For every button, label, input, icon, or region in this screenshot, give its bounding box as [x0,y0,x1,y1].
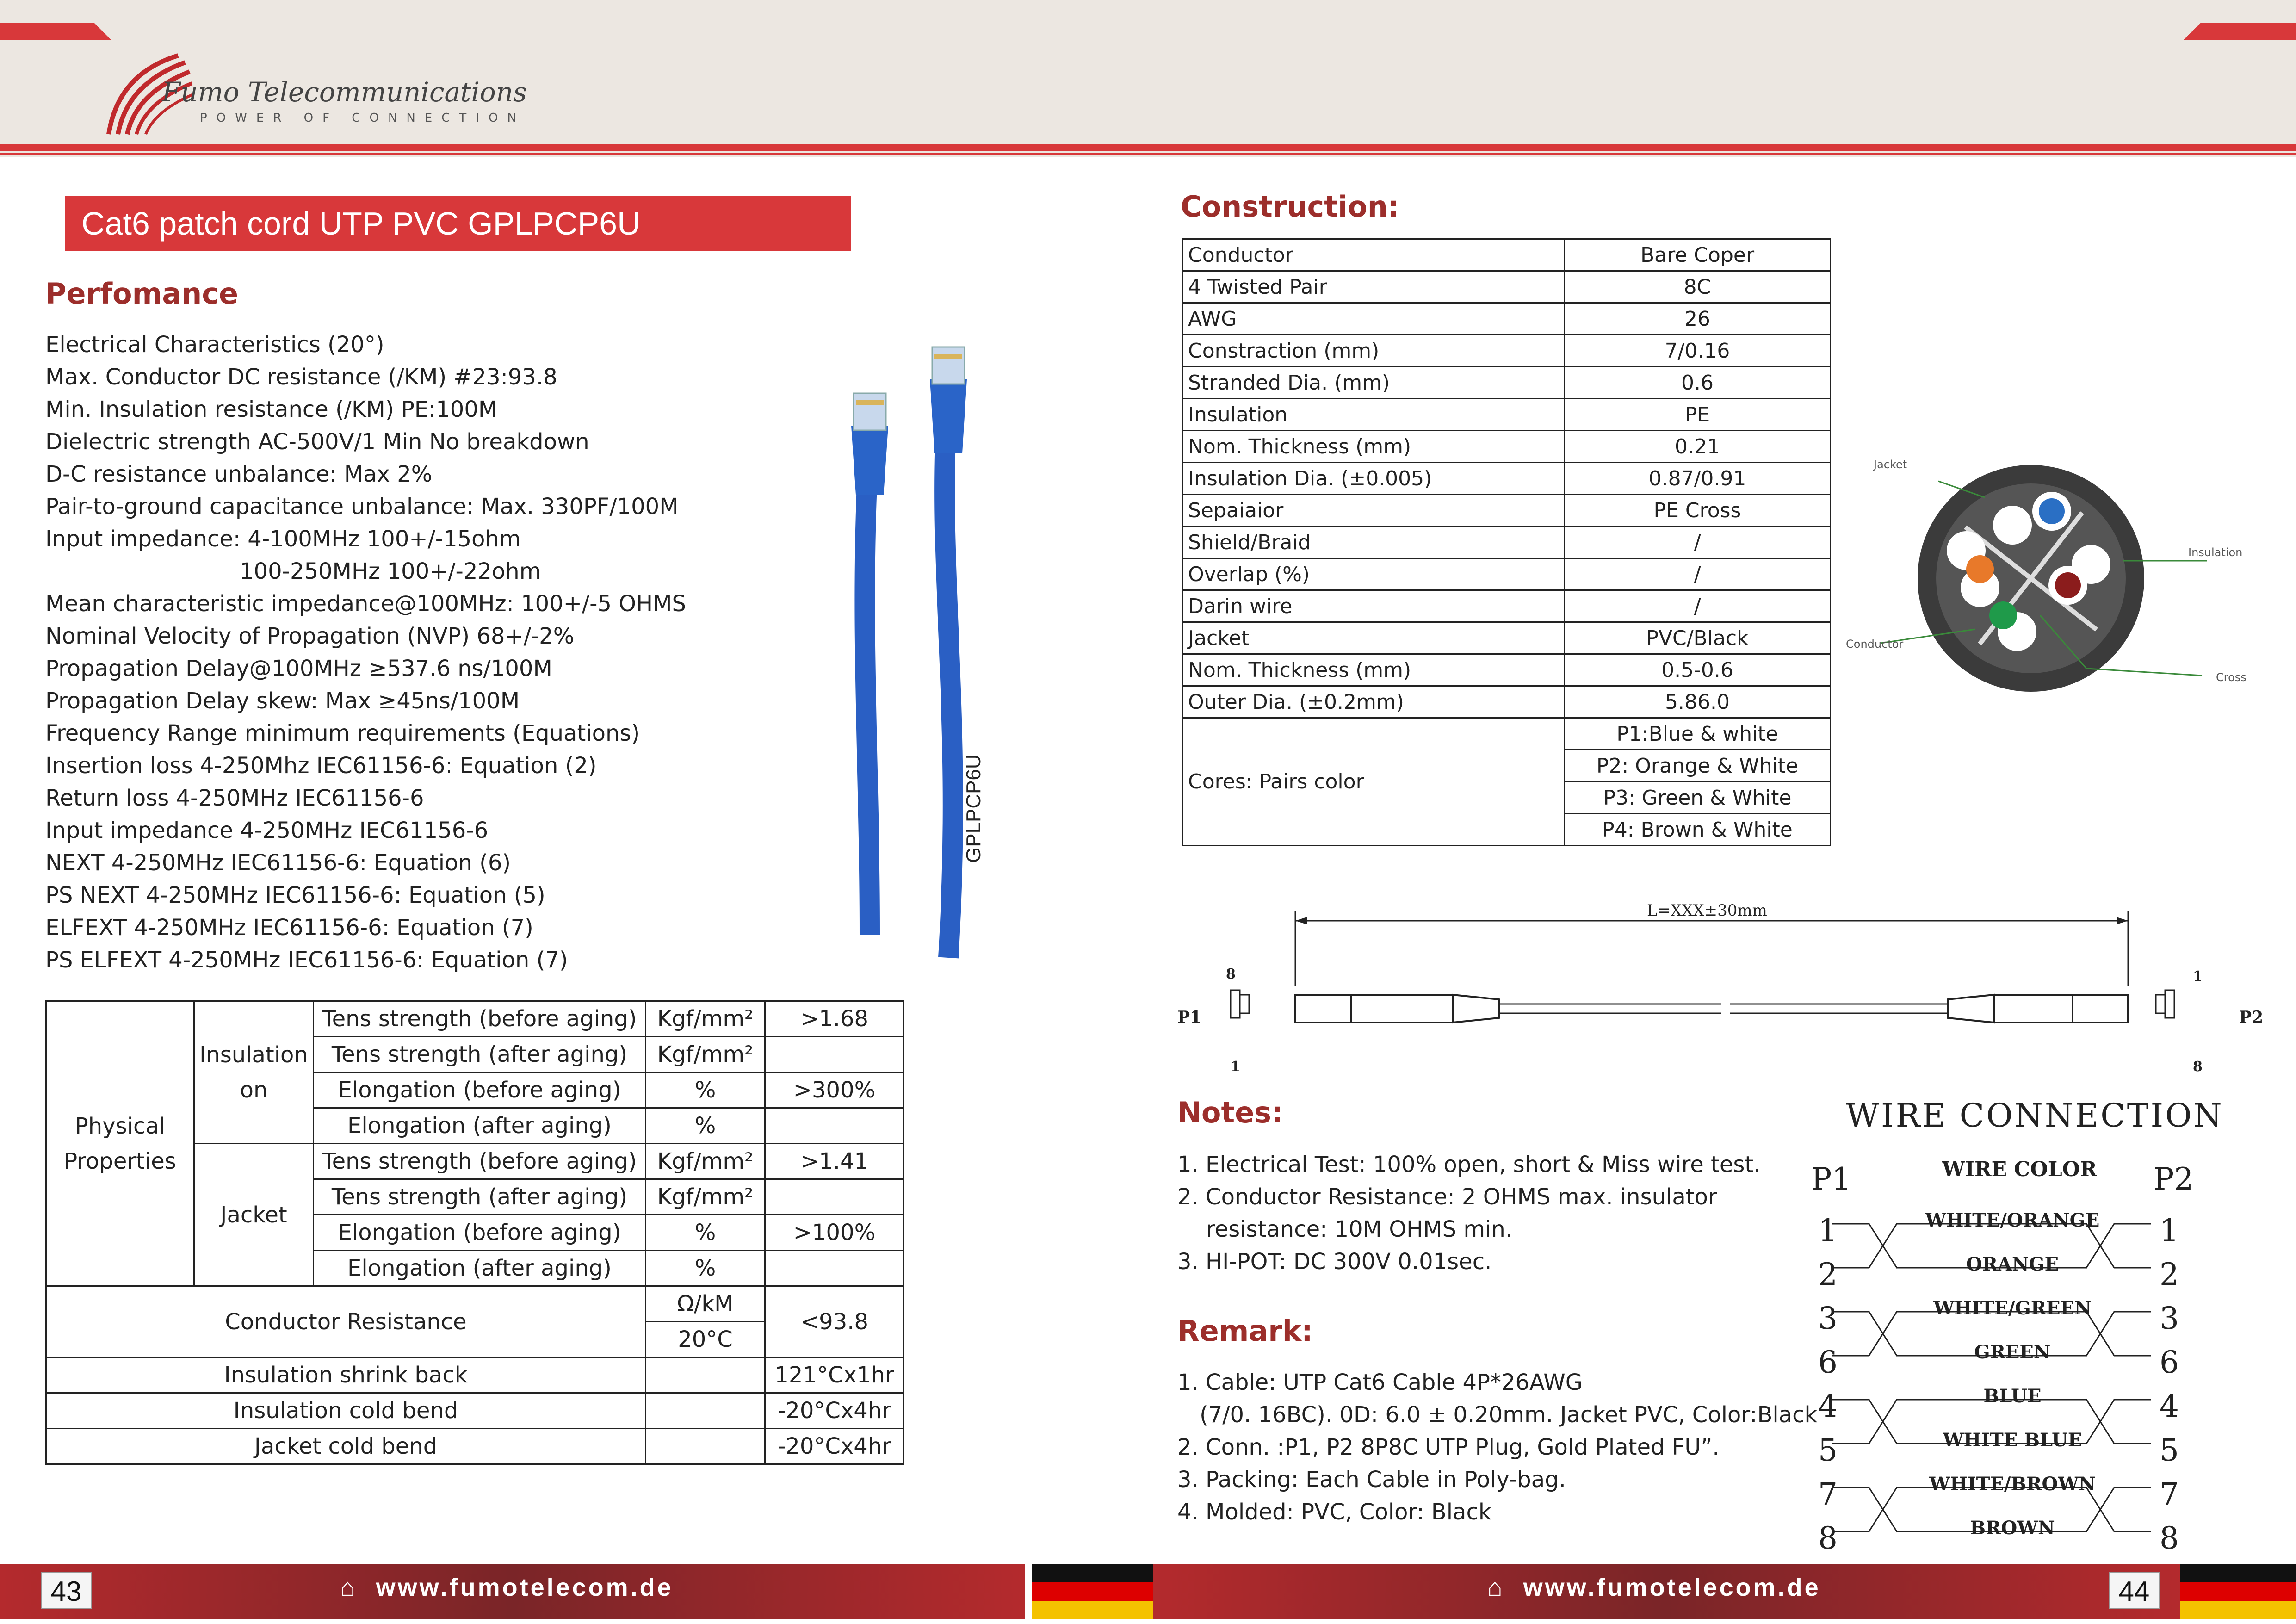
table-cell: Sepaiaior [1183,495,1565,527]
cross-callout: Cross [2216,671,2246,684]
wire-color-label: WHITE/BROWN [1929,1473,2096,1495]
table-cell: PVC/Black [1565,622,1831,654]
table-cell: Kgf/mm² [646,1179,765,1215]
table-cell: / [1565,527,1831,558]
table-cell: 7/0.16 [1565,335,1831,367]
perf-line: 100-250MHz 100+/-22ohm [240,558,541,584]
perf-line: Propagation Delay@100MHz ≥537.6 ns/100M [45,656,552,682]
table-cell: >1.41 [765,1144,904,1179]
table-cell: Elongation (before aging) [314,1072,646,1108]
remark-line: (7/0. 16BC). 0D: 6.0 ± 0.20mm. Jacket PVC, Color:Black [1200,1402,1818,1428]
notes-list [1177,1148,1761,1278]
performance-title: Perfomance [45,277,239,310]
perf-line: Input impedance: 4-100MHz 100+/-15ohm [45,526,521,552]
table-cell: -20°Cx4hr [765,1393,904,1429]
table-cell: % [646,1251,765,1286]
perf-line: Mean characteristic impedance@100MHz: 100+/-5 OHMS [45,591,686,617]
home-icon: ⌂ [1487,1574,1505,1601]
wire-color-label: WHITE BLUE [1943,1429,2082,1451]
table-cell: Conductor [1183,239,1565,271]
perf-line: ELFEXT 4-250MHz IEC61156-6: Equation (7) [45,915,533,941]
header-divider [0,144,2296,151]
table-cell [646,1357,765,1393]
remark-title: Remark: [1177,1314,1313,1348]
pin-number: 3 [2160,1301,2179,1336]
pin-number: 6 [1818,1345,1838,1380]
perf-line: NEXT 4-250MHz IEC61156-6: Equation (6) [45,850,511,876]
physical-properties-label: Physical Properties [46,1001,194,1286]
physical-properties-table [45,1000,904,1465]
page-number-right: 44 [2109,1572,2160,1609]
table-cell: Overlap (%) [1183,558,1565,590]
table-cell: 0.5-0.6 [1565,654,1831,686]
wire-color-label: WHITE/GREEN [1933,1297,2092,1319]
wire-color-label: BLUE [1983,1385,2042,1407]
table-cell: Shield/Braid [1183,527,1565,558]
pin-number: 8 [2160,1520,2179,1556]
wire-color-label: WHITE/ORANGE [1925,1209,2100,1231]
note-line: 3. HI-POT: DC 300V 0.01sec. [1177,1249,1492,1275]
perf-line: Dielectric strength AC-500V/1 Min No breakdown [45,429,589,455]
table-cell: P4: Brown & White [1565,814,1831,846]
table-cell: 4 Twisted Pair [1183,271,1565,303]
table-cell: 0.21 [1565,431,1831,463]
note-line: resistance: 10M OHMS min. [1206,1216,1513,1242]
pin-label: 8 [2193,1059,2203,1075]
pin-number: 1 [1818,1213,1838,1248]
table-cell [765,1179,904,1215]
pin-number: 5 [1818,1432,1838,1468]
table-cell [765,1037,904,1072]
remark-line: 4. Molded: PVC, Color: Black [1177,1499,1491,1525]
table-cell: Elongation (before aging) [314,1215,646,1251]
pin-label: 1 [1231,1059,1240,1075]
table-cell: / [1565,558,1831,590]
pin-number: 2 [1818,1257,1838,1292]
table-cell: >1.68 [765,1001,904,1037]
table-cell: Insulation cold bend [46,1393,646,1429]
german-flag-icon [2180,1564,2296,1619]
table-cell: 8C [1565,271,1831,303]
remark-line: 1. Cable: UTP Cat6 Cable 4P*26AWG [1177,1370,1583,1395]
insulation-label: Insulation on [194,1001,314,1144]
perf-line: PS NEXT 4-250MHz IEC61156-6: Equation (5) [45,882,545,908]
perf-line: Pair-to-ground capacitance unbalance: Max. 330PF/100M [45,494,679,520]
table-cell: Bare Coper [1565,239,1831,271]
brand-tagline: POWER OF CONNECTION [200,111,526,125]
table-cell: % [646,1215,765,1251]
pin-number: 5 [2160,1432,2179,1468]
cores-label: Cores: Pairs color [1183,718,1565,846]
table-cell: Kgf/mm² [646,1144,765,1179]
wire-color-label: GREEN [1974,1341,2051,1363]
wire-connection-title: WIRE CONNECTION [1846,1097,2224,1134]
perf-line: Min. Insulation resistance (/KM) PE:100M [45,397,498,422]
table-cell: Tens strength (before aging) [314,1001,646,1037]
wire-color-list [1897,1198,2128,1550]
website-link-right[interactable] [1487,1573,1821,1602]
remark-line: 2. Conn. :P1, P2 8P8C UTP Plug, Gold Plated FU”. [1177,1434,1720,1460]
pin-number: 7 [1818,1476,1838,1512]
insulation-callout: Insulation [2188,546,2243,559]
perf-line: Frequency Range minimum requirements (Equations) [45,720,640,746]
table-cell: Nom. Thickness (mm) [1183,431,1565,463]
conductor-callout: Conductor [1846,638,1904,651]
table-cell [646,1393,765,1429]
table-cell: P3: Green & White [1565,782,1831,814]
wire-color-header: WIRE COLOR [1942,1158,2097,1181]
wire-p1-label: P1 [1811,1161,1851,1197]
pin-number: 7 [2160,1476,2179,1512]
table-cell: Insulation shrink back [46,1357,646,1393]
page-number-left: 43 [41,1572,92,1609]
table-cell: Jacket [1183,622,1565,654]
header-accent-left [0,23,111,40]
german-flag-icon [1032,1564,1153,1619]
note-line: 1. Electrical Test: 100% open, short & Miss wire test. [1177,1152,1761,1178]
table-cell: Tens strength (after aging) [314,1179,646,1215]
perf-line: Electrical Characteristics (20°) [45,332,384,358]
brand-name: Fumo Telecommunications [162,76,527,108]
p2-label: P2 [2239,1008,2264,1027]
table-cell: PE [1565,399,1831,431]
table-cell: >100% [765,1215,904,1251]
table-cell: 121°Cx1hr [765,1357,904,1393]
wire-p2-pins [2160,1209,2179,1560]
perf-line: Propagation Delay skew: Max ≥45ns/100M [45,688,520,714]
table-cell: AWG [1183,303,1565,335]
p1-label: P1 [1177,1008,1202,1027]
website-link-left[interactable] [340,1573,674,1602]
pin-number: 8 [1818,1520,1838,1556]
table-cell: Outer Dia. (±0.2mm) [1183,686,1565,718]
table-cell: P1:Blue & white [1565,718,1831,750]
perf-line: Max. Conductor DC resistance (/KM) #23:93.8 [45,364,557,390]
cable-model-label: GPLPCP6U [962,754,985,863]
table-cell [765,1108,904,1144]
header-divider-thin [0,153,2296,155]
table-cell: 0.6 [1565,367,1831,399]
conductor-resistance-label: Conductor Resistance [46,1286,646,1357]
construction-table [1182,238,1831,846]
table-cell: % [646,1072,765,1108]
table-cell: Tens strength (after aging) [314,1037,646,1072]
perf-line: Insertion loss 4-250Mhz IEC61156-6: Equation (2) [45,753,597,779]
header-accent-right [2184,23,2296,40]
construction-title: Construction: [1181,190,1399,223]
table-cell [646,1429,765,1464]
table-cell: Tens strength (before aging) [314,1144,646,1179]
cable-length-label: L=XXX±30mm [1647,901,1767,920]
table-cell: / [1565,590,1831,622]
table-cell: Darin wire [1183,590,1565,622]
table-cell: Insulation [1183,399,1565,431]
perf-line: D-C resistance unbalance: Max 2% [45,461,433,487]
notes-title: Notes: [1177,1096,1283,1129]
table-cell: 20°C [646,1322,765,1357]
pin-number: 2 [2160,1257,2179,1292]
jacket-label: Jacket [194,1144,314,1286]
note-line: 2. Conductor Resistance: 2 OHMS max. insulator [1177,1184,1717,1210]
table-cell: P2: Orange & White [1565,750,1831,782]
perf-line: Input impedance 4-250MHz IEC61156-6 [45,818,489,843]
wire-color-label: BROWN [1970,1517,2055,1539]
wire-p1-pins [1818,1209,1838,1560]
table-cell: Nom. Thickness (mm) [1183,654,1565,686]
table-cell: Insulation Dia. (±0.005) [1183,463,1565,495]
table-cell: Ω/kM [646,1286,765,1322]
table-cell: % [646,1108,765,1144]
pin-number: 4 [1818,1388,1838,1424]
wire-p2-label: P2 [2154,1161,2194,1197]
perf-line: Return loss 4-250MHz IEC61156-6 [45,785,424,811]
pin-label: 1 [2193,968,2203,985]
perf-line: Nominal Velocity of Propagation (NVP) 68+/-2% [45,623,575,649]
table-cell: Stranded Dia. (mm) [1183,367,1565,399]
website-text: www.fumotelecom.de [376,1574,674,1601]
table-cell: Kgf/mm² [646,1001,765,1037]
remark-list [1177,1366,1817,1528]
pin-number: 4 [2160,1388,2179,1424]
pin-number: 3 [1818,1301,1838,1336]
table-cell: Jacket cold bend [46,1429,646,1464]
website-text: www.fumotelecom.de [1523,1574,1821,1601]
pin-number: 1 [2160,1213,2179,1248]
table-cell: Elongation (after aging) [314,1108,646,1144]
jacket-callout: Jacket [1874,458,1907,471]
remark-line: 3. Packing: Each Cable in Poly-bag. [1177,1467,1566,1493]
table-cell: 5.86.0 [1565,686,1831,718]
patch-cable-illustration [823,310,1018,976]
product-title: Cat6 patch cord UTP PVC GPLPCP6U [65,196,851,251]
table-cell: 0.87/0.91 [1565,463,1831,495]
table-cell: 26 [1565,303,1831,335]
table-cell: Elongation (after aging) [314,1251,646,1286]
table-cell: Kgf/mm² [646,1037,765,1072]
table-cell: >300% [765,1072,904,1108]
table-cell: <93.8 [765,1286,904,1357]
performance-list [45,329,686,976]
pin-number: 6 [2160,1345,2179,1380]
table-cell: Constraction (mm) [1183,335,1565,367]
perf-line: PS ELFEXT 4-250MHz IEC61156-6: Equation (7) [45,947,568,973]
home-icon: ⌂ [340,1574,358,1601]
table-cell [765,1251,904,1286]
wire-color-label: ORANGE [1966,1253,2059,1275]
table-cell: -20°Cx4hr [765,1429,904,1464]
table-cell: PE Cross [1565,495,1831,527]
pin-label: 8 [1226,966,1236,982]
